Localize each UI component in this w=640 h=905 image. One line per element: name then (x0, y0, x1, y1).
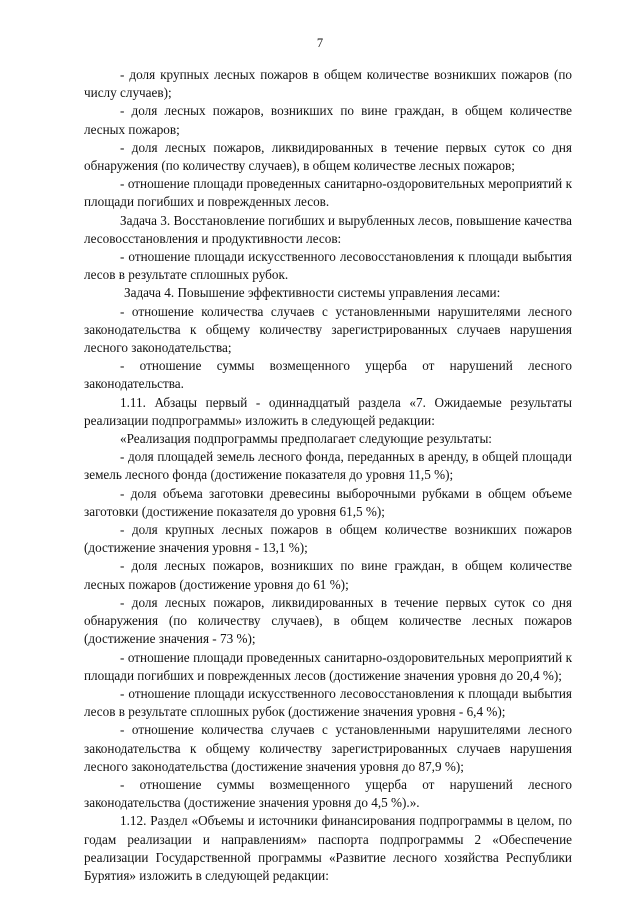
paragraph: - отношение количества случаев с установленными нарушителями лесного законодательства к общему количеству зарегистрированных случаев нарушения лесного законодательства; (84, 303, 572, 356)
paragraph: - доля лесных пожаров, возникших по вине граждан, в общем количестве лесных пожаров; (84, 103, 572, 137)
paragraph: Задача 4. Повышение эффективности системы управления лесами: (124, 285, 501, 301)
page-number: 7 (316, 36, 324, 50)
paragraph: - доля площадей земель лесного фонда, переданных в аренду, в общей площади земель лесного фонда (достижение показателя до уровня 11,5 %); (84, 449, 572, 483)
paragraph: Задача 3. Восстановление погибших и вырубленных лесов, повышение качества лесовосстановления и продуктивности лесов: (84, 212, 572, 246)
paragraph: - доля лесных пожаров, ликвидированных в течение первых суток со дня обнаружения (по количеству случаев), в общем количестве лесных пожаров; (84, 139, 572, 174)
paragraph: - отношение площади искусственного лесовосстановления к площади выбытия лесов в результате сплошных рубок (достижение значения уровня - 6,4 %); (84, 685, 572, 720)
paragraph: - доля крупных лесных пожаров в общем количестве возникших пожаров (достижение значения уровня - 13,1 %); (84, 522, 572, 556)
paragraph: «Реализация подпрограммы предполагает следующие результаты: (120, 431, 492, 447)
paragraph: - доля лесных пожаров, возникших по вине граждан, в общем количестве лесных пожаров (достижение уровня до 61 %); (84, 558, 572, 592)
paragraph: 1.11. Абзацы первый - одиннадцатый раздела «7. Ожидаемые результаты реализации подпрограммы» изложить в следующей редакции: (84, 394, 572, 428)
document-body (84, 66, 572, 885)
paragraph: 1.12. Раздел «Объемы и источники финансирования подпрограммы в целом, по годам реализации и направлениям» паспорта подпрограммы 2 «Обеспечение реализации Государственной программы «Развитие лесного хозяйства Республики Бурятия» изложить в следующей редакции: (84, 813, 572, 883)
paragraph: - отношение суммы возмещенного ущерба от нарушений лесного законодательства. (84, 358, 572, 392)
paragraph: - доля лесных пожаров, ликвидированных в течение первых суток со дня обнаружения (по количеству случаев), в общем количестве лесных пожаров (достижение значения - 73 %); (84, 594, 572, 647)
paragraph: - отношение площади искусственного лесовосстановления к площади выбытия лесов в результате сплошных рубок. (84, 249, 572, 283)
paragraph: - отношение площади проведенных санитарно-оздоровительных мероприятий к площади погибших и поврежденных лесов (достижение значения уровня до 20,4 %); (84, 649, 572, 683)
paragraph: - отношение суммы возмещенного ущерба от нарушений лесного законодательства (достижение значения уровня до 4,5 %).». (84, 776, 572, 811)
paragraph: - отношение количества случаев с установленными нарушителями лесного законодательства к общему количеству зарегистрированных случаев нарушения лесного законодательства (достижение значения уровня до 87,9 %); (84, 722, 572, 774)
paragraph: - доля объема заготовки древесины выборочными рубками в общем объеме заготовки (достижение показателя до уровня 61,5 %); (84, 485, 572, 519)
paragraph: - отношение площади проведенных санитарно-оздоровительных мероприятий к площади погибших и поврежденных лесов. (84, 176, 572, 210)
paragraph: - доля крупных лесных пожаров в общем количестве возникших пожаров (по числу случаев); (84, 67, 572, 101)
